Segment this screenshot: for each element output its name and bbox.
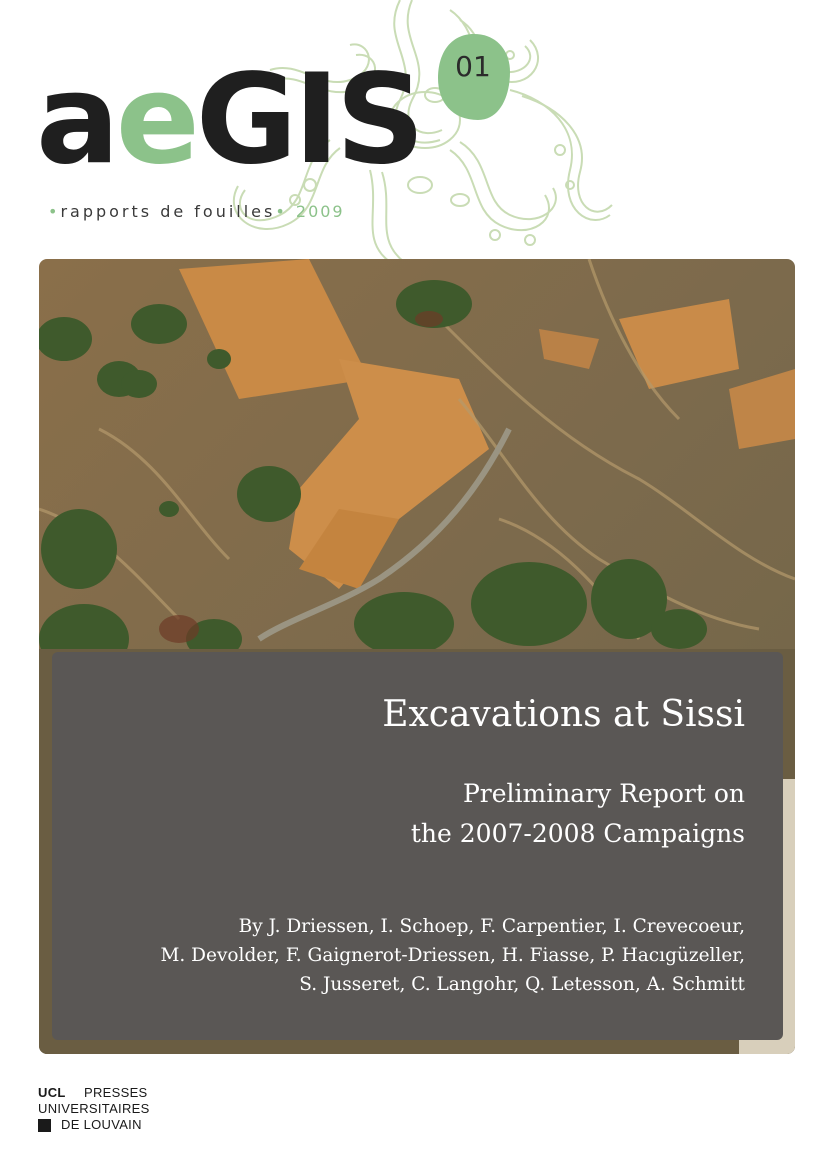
publisher-line-1: PRESSES [84,1085,148,1100]
series-year: 2009 [295,202,345,221]
publisher-line-2: UNIVERSITAIRES [38,1101,150,1116]
author-list [160,912,745,999]
title-panel [52,652,783,1040]
author-line: M. Devolder, F. Gaignerot-Driessen, H. Fiasse, P. Hacıgüzeller, [160,945,745,966]
issue-number: 01 [455,50,491,83]
report-subtitle [411,774,745,854]
publisher-square-icon [38,1119,51,1132]
series-subtitle: •rapports de fouilles• 2009 [48,202,345,221]
publisher-line-3: DE LOUVAIN [61,1117,142,1132]
publisher-ucl: UCL [38,1085,66,1100]
author-line: By J. Driessen, I. Schoep, F. Carpentier, I. Crevecoeur, [238,916,745,937]
series-subtitle-text: rapports de fouilles [60,202,276,221]
subtitle-line: the 2007-2008 Campaigns [410,819,745,848]
author-line: S. Jusseret, C. Langohr, Q. Letesson, A. Schmitt [299,974,745,995]
subtitle-line: Preliminary Report on [462,779,745,808]
series-logo: aeGIS [36,48,422,192]
report-title: Excavations at Sissi [382,694,745,735]
publisher-logo [38,1085,150,1133]
